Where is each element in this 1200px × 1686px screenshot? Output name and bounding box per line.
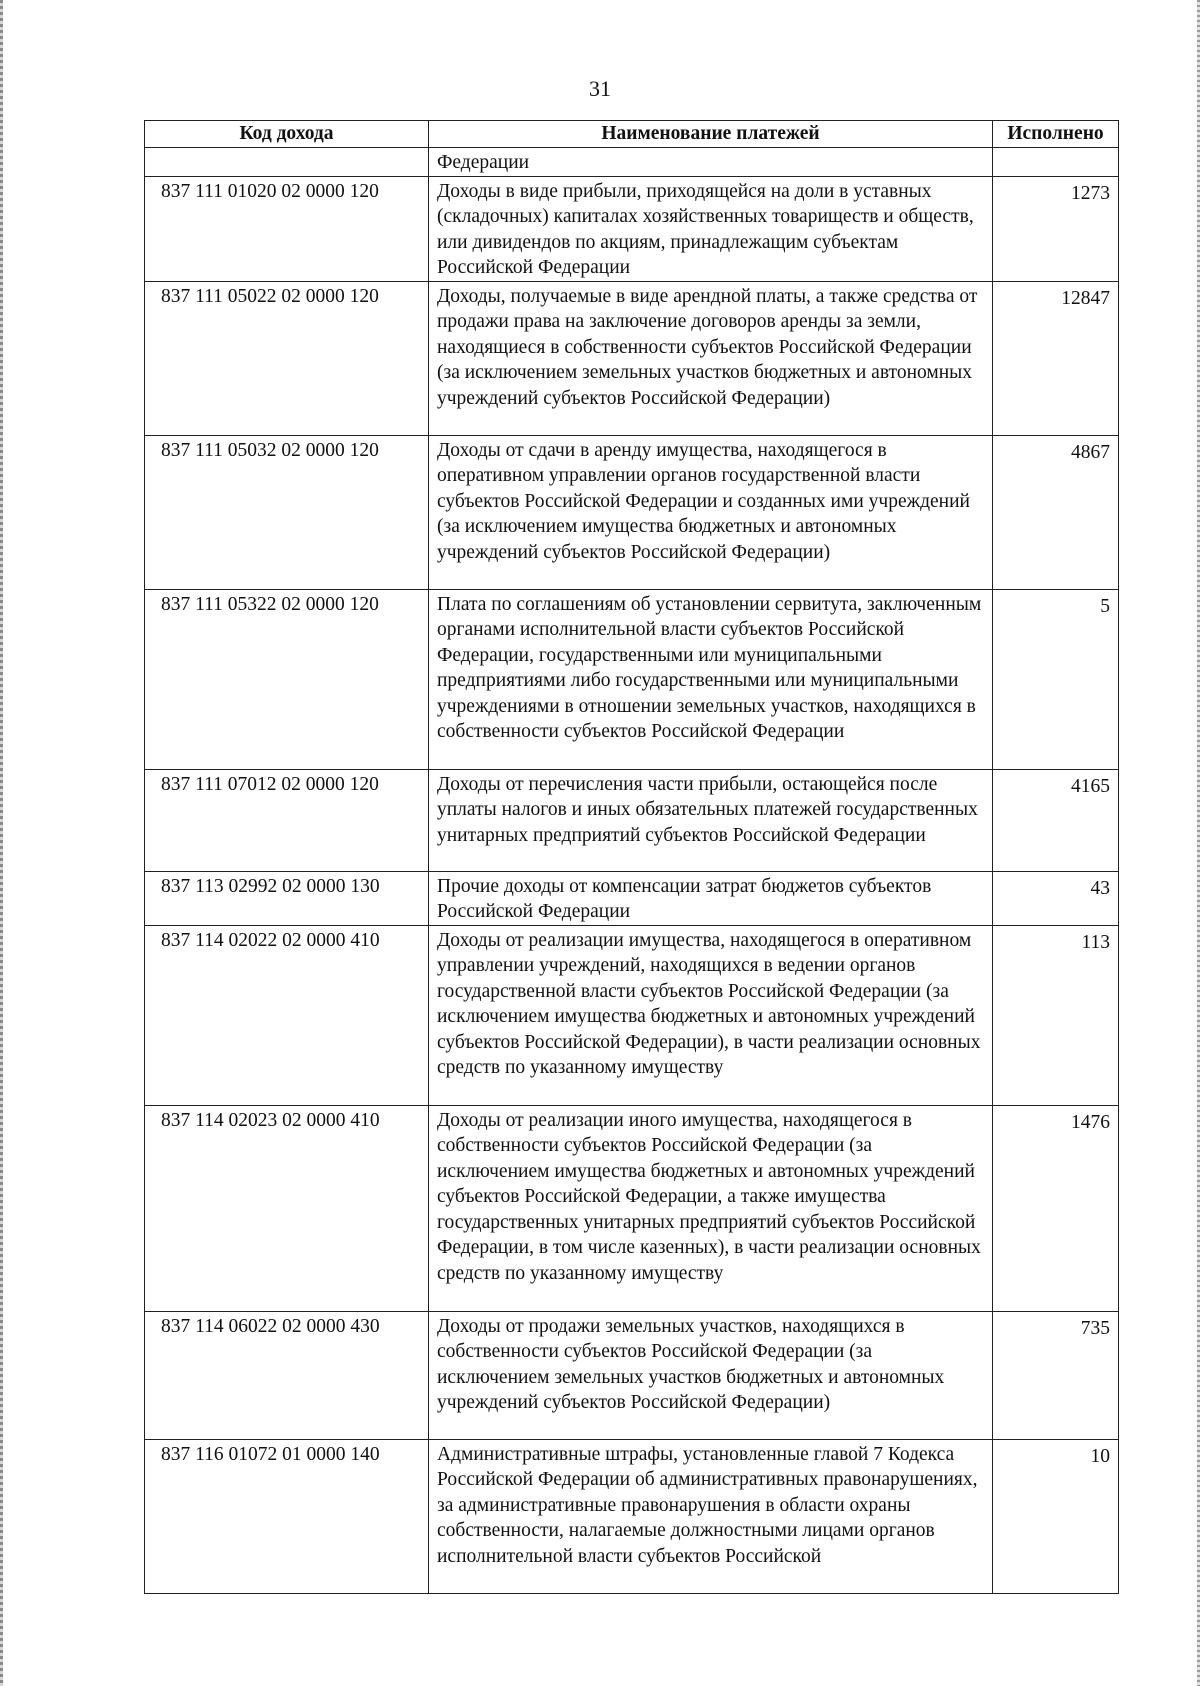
table-row (145, 769, 1119, 871)
row-code: 837 114 02022 02 0000 410 (145, 925, 429, 1105)
row-name: Доходы от реализации имущества, находящегося в оперативном управлении учреждений, находящихся в ведении органов государственной власти субъектов Российской Федерации (за исключением имущества бюджетных и автономных учреждений субъектов Российской Федерации), в части реализации основных средств по указанному имуществу (429, 925, 993, 1105)
row-code: 837 111 05022 02 0000 120 (145, 281, 429, 435)
row-code: 837 111 05322 02 0000 120 (145, 589, 429, 769)
row-done (993, 148, 1119, 177)
row-done: 43 (993, 871, 1119, 925)
row-name: Доходы от продажи земельных участков, находящихся в собственности субъектов Российской Федерации (за исключением земельных участков бюджетных и автономных учреждений субъектов Российской Федерации) (429, 1311, 993, 1439)
page-number: 31 (589, 76, 611, 101)
header-code: Код дохода (145, 121, 429, 148)
row-done: 4867 (993, 435, 1119, 589)
row-code (145, 148, 429, 177)
header-name: Наименование платежей (429, 121, 993, 148)
row-done: 1476 (993, 1105, 1119, 1311)
header-done: Исполнено (993, 121, 1119, 148)
row-name: Административные штрафы, установленные главой 7 Кодекса Российской Федерации об административных правонарушениях, за административные правонарушения в области охраны собственности, налагаемые должностными лицами органов исполнительной власти субъектов Российской (429, 1439, 993, 1593)
table-row (145, 148, 1119, 177)
row-done: 113 (993, 925, 1119, 1105)
row-code: 837 111 07012 02 0000 120 (145, 769, 429, 871)
table-row (145, 871, 1119, 925)
row-code: 837 113 02992 02 0000 130 (145, 871, 429, 925)
row-done: 5 (993, 589, 1119, 769)
row-name: Доходы от перечисления части прибыли, остающейся после уплаты налогов и иных обязательных платежей государственных унитарных предприятий субъектов Российской Федерации (429, 769, 993, 871)
row-name: Доходы в виде прибыли, приходящейся на доли в уставных (складочных) капиталах хозяйственных товариществ и обществ, или дивидендов по акциям, принадлежащим субъектам Российской Федерации (429, 176, 993, 281)
row-done: 735 (993, 1311, 1119, 1439)
row-name: Прочие доходы от компенсации затрат бюджетов субъектов Российской Федерации (429, 871, 993, 925)
row-name: Плата по соглашениям об установлении сервитута, заключенным органами исполнительной власти субъектов Российской Федерации, государственными или муниципальными предприятиями либо государственными или муниципальными учреждениями в отношении земельных участков, находящихся в собственности субъектов Российской Федерации (429, 589, 993, 769)
table-row (145, 1105, 1119, 1311)
table-row (145, 1439, 1119, 1593)
scan-edge-left (0, 0, 3, 1686)
table-row (145, 925, 1119, 1105)
table-row (145, 589, 1119, 769)
revenue-table (144, 120, 1119, 1594)
row-done: 12847 (993, 281, 1119, 435)
row-code: 837 114 06022 02 0000 430 (145, 1311, 429, 1439)
row-code: 837 111 05032 02 0000 120 (145, 435, 429, 589)
row-name: Доходы от сдачи в аренду имущества, находящегося в оперативном управлении органов государственной власти субъектов Российской Федерации и созданных ими учреждений (за исключением имущества бюджетных и автономных учреждений субъектов Российской Федерации) (429, 435, 993, 589)
header-row (145, 121, 1119, 148)
table-row (145, 435, 1119, 589)
table-row (145, 1311, 1119, 1439)
row-done: 1273 (993, 176, 1119, 281)
row-code: 837 111 01020 02 0000 120 (145, 176, 429, 281)
table-row (145, 281, 1119, 435)
table-body (145, 148, 1119, 1594)
row-done: 10 (993, 1439, 1119, 1593)
row-name: Федерации (429, 148, 993, 177)
row-code: 837 116 01072 01 0000 140 (145, 1439, 429, 1593)
row-name: Доходы от реализации иного имущества, находящегося в собственности субъектов Российской Федерации (за исключением имущества бюджетных и автономных учреждений субъектов Российской Федерации, а также имущества государственных унитарных предприятий субъектов Российской Федерации, в том числе казенных), в части реализации основных средств по указанному имуществу (429, 1105, 993, 1311)
row-code: 837 114 02023 02 0000 410 (145, 1105, 429, 1311)
table-header (145, 121, 1119, 148)
row-done: 4165 (993, 769, 1119, 871)
row-name: Доходы, получаемые в виде арендной платы, а также средства от продажи права на заключение договоров аренды за земли, находящиеся в собственности субъектов Российской Федерации (за исключением земельных участков бюджетных и автономных учреждений субъектов Российской Федерации) (429, 281, 993, 435)
table-row (145, 176, 1119, 281)
